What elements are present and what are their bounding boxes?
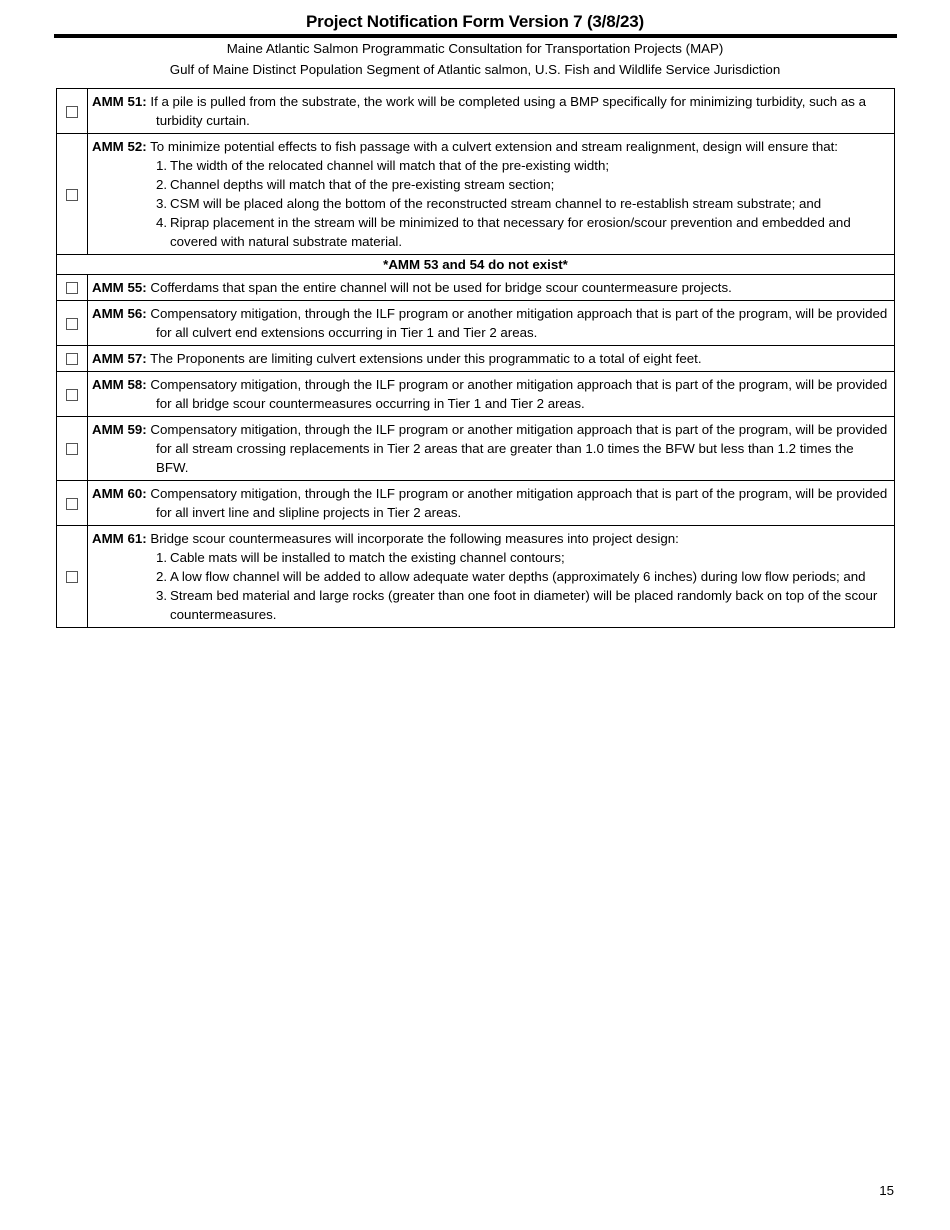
amm-51-text: If a pile is pulled from the substrate, the work will be completed using a BMP specifically for minimizing turbidity, such as a turbidity curtain.	[150, 94, 867, 128]
amm-58-checkbox[interactable]	[66, 389, 78, 401]
amm-61-text: Bridge scour countermeasures will incorporate the following measures into project design:	[150, 531, 679, 546]
page-number: 15	[879, 1183, 894, 1198]
amm-56-checkbox[interactable]	[66, 318, 78, 330]
amm-55-code: AMM 55:	[92, 280, 147, 295]
amm-52-code: AMM 52:	[92, 139, 147, 154]
amm-61-code: AMM 61:	[92, 531, 147, 546]
amm-51-code: AMM 51:	[92, 94, 147, 109]
list-item: 1. The width of the relocated channel will match that of the pre-existing width;	[156, 158, 610, 173]
amm-57-code: AMM 57:	[92, 351, 147, 366]
amm-53-54-note-row	[57, 255, 895, 275]
list-item: 4. Riprap placement in the stream will be minimized to that necessary for erosion/scour prevention and embedded and covered with natural substrate material.	[156, 215, 851, 249]
amm-57-checkbox[interactable]	[66, 353, 78, 365]
amm-56-text: Compensatory mitigation, through the ILF program or another mitigation approach that is part of the program, will be provided for all culvert end extensions occurring in Tier 1 and Tier 2 areas.	[150, 306, 888, 340]
list-item: 2. Channel depths will match that of the pre-existing stream section;	[156, 177, 555, 192]
amm-row-56	[57, 301, 895, 346]
amm-52-text: To minimize potential effects to fish passage with a culvert extension and stream realignment, design will ensure that:	[150, 139, 838, 154]
amm-56-code: AMM 56:	[92, 306, 147, 321]
amm-59-code: AMM 59:	[92, 422, 147, 437]
amm-row-55	[57, 275, 895, 301]
amm-58-text: Compensatory mitigation, through the ILF program or another mitigation approach that is part of the program, will be provided for all bridge scour countermeasures occurring in Tier 1 and Tier 2 areas.	[150, 377, 888, 411]
amm-55-checkbox[interactable]	[66, 282, 78, 294]
subtitle-consultation: Maine Atlantic Salmon Programmatic Consultation for Transportation Projects (MAP)	[226, 41, 724, 56]
amm-61-list	[92, 548, 888, 624]
amm-row-51	[57, 89, 895, 134]
list-item: 3. CSM will be placed along the bottom of the reconstructed stream channel to re-establish stream substrate; and	[156, 196, 822, 211]
amm-checklist-table	[56, 88, 895, 628]
list-item: 2. A low flow channel will be added to allow adequate water depths (approximately 6 inches) during low flow periods; and	[156, 569, 866, 584]
page-title: Project Notification Form Version 7 (3/8/23)	[306, 12, 644, 31]
amm-row-59	[57, 417, 895, 481]
amm-60-code: AMM 60:	[92, 486, 147, 501]
amm-row-58	[57, 372, 895, 417]
amm-row-52	[57, 134, 895, 255]
amm-59-text: Compensatory mitigation, through the ILF program or another mitigation approach that is part of the program, will be provided for all stream crossing replacements in Tier 2 areas that are greater than 1.0 times the BFW but less than 1.2 times the BFW.	[150, 422, 888, 475]
subtitle-jurisdiction: Gulf of Maine Distinct Population Segment of Atlantic salmon, U.S. Fish and Wildlife Service Jurisdiction	[169, 62, 781, 77]
amm-53-54-note: *AMM 53 and 54 do not exist*	[57, 255, 895, 275]
title-divider	[54, 34, 897, 38]
amm-52-list	[92, 156, 888, 251]
list-item: 1. Cable mats will be installed to match the existing channel contours;	[156, 550, 565, 565]
list-item: 3. Stream bed material and large rocks (greater than one foot in diameter) will be placed randomly back on top of the scour countermeasures.	[156, 588, 878, 622]
amm-60-text: Compensatory mitigation, through the ILF program or another mitigation approach that is part of the program, will be provided for all invert line and slipline projects in Tier 2 areas.	[150, 486, 888, 520]
amm-row-57	[57, 346, 895, 372]
amm-59-checkbox[interactable]	[66, 443, 78, 455]
amm-55-text: Cofferdams that span the entire channel will not be used for bridge scour countermeasure projects.	[150, 280, 732, 295]
amm-58-code: AMM 58:	[92, 377, 147, 392]
amm-61-checkbox[interactable]	[66, 571, 78, 583]
amm-60-checkbox[interactable]	[66, 498, 78, 510]
amm-57-text: The Proponents are limiting culvert extensions under this programmatic to a total of eight feet.	[150, 351, 702, 366]
amm-52-checkbox[interactable]	[66, 189, 78, 201]
amm-row-60	[57, 481, 895, 526]
amm-51-checkbox[interactable]	[66, 106, 78, 118]
amm-row-61	[57, 526, 895, 628]
